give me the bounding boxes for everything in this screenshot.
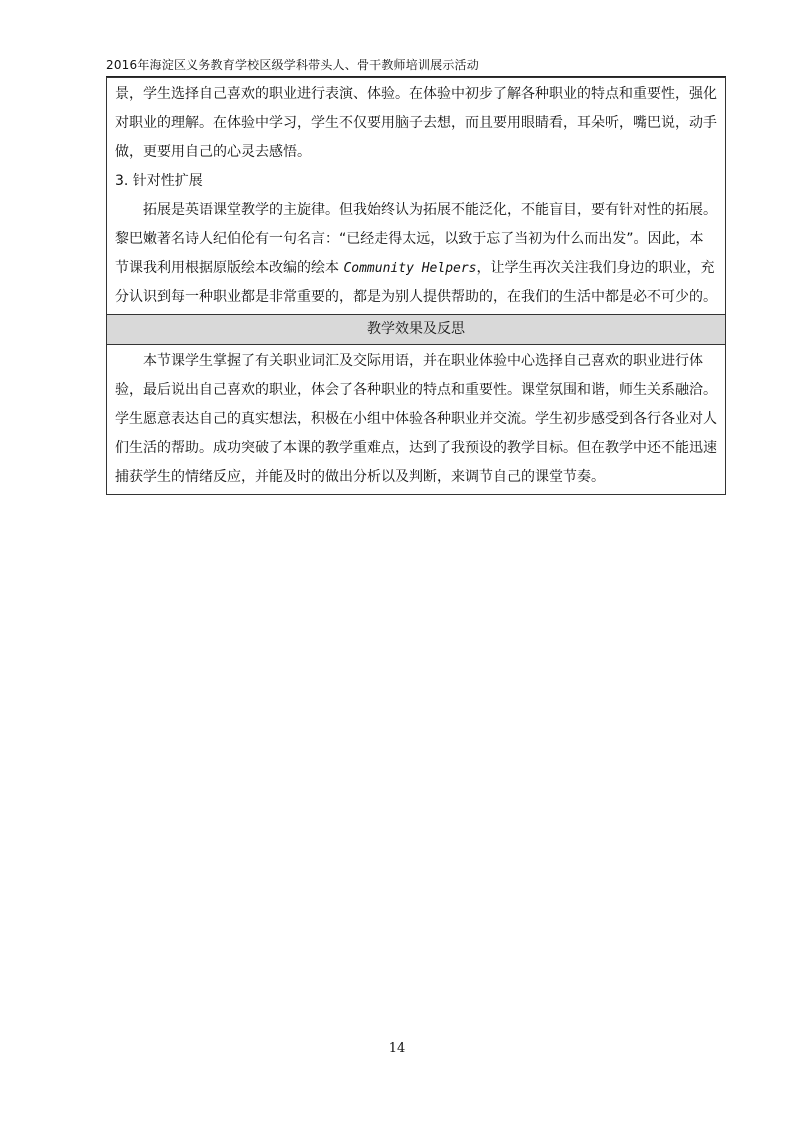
reflection-paragraph: 本节课学生掌握了有关职业词汇及交际用语，并在职业体验中心选择自己喜欢的职业进行体验，最后说出自己喜欢的职业，体会了各种职业的特点和重要性。课堂氛围和谐，师生关系融洽。学生愿意表达自己的真实想法，积极在小组中体验各种职业并交流。学生初步感受到各行各业对人们生活的帮助。成功突破了本课的教学重难点，达到了我预设的教学目标。但在教学中还不能迅速捕获学生的情绪反应，并能及时的做出分析以及判断，来调节自己的课堂节奏。 [115, 353, 717, 485]
lesson-table [106, 77, 726, 495]
section-subheading: 3. 针对性扩展 [115, 173, 203, 189]
header-title: 2016年海淀区义务教育学校区级学科带头人、骨干教师培训展示活动 [106, 58, 479, 72]
table-row [107, 345, 726, 495]
reflection-body-cell [107, 345, 726, 495]
extension-text-after: ，让学生再次关注我们身边的职业，充分认识到每一种职业都是非常重要的，都是为别人提供帮助的，在我们的生活中都是必不可少的。 [115, 260, 717, 305]
continuation-paragraph: 景，学生选择自己喜欢的职业进行表演、体验。在体验中初步了解各种职业的特点和重要性，强化对职业的理解。在体验中学习，学生不仅要用脑子去想，而且要用眼睛看，耳朵听，嘴巴说，动手做，更要用自己的心灵去感悟。 [115, 86, 717, 160]
reflection-heading: 教学效果及反思 [367, 321, 465, 337]
page-header [106, 56, 726, 77]
table-row [107, 315, 726, 345]
reflection-heading-cell [107, 315, 726, 345]
extension-paragraph [115, 196, 717, 312]
book-title: Community Helpers [343, 261, 477, 276]
extension-text-before: 拓展是英语课堂教学的主旋律。但我始终认为拓展不能泛化，不能盲目，要有针对性的拓展。黎巴嫩著名诗人纪伯伦有一句名言：“已经走得太远，以致于忘了当初为什么而出发”。因此，本节课我利用根据原版绘本改编的绘本 [115, 202, 717, 276]
page-number: 14 [388, 1041, 406, 1056]
section-1-cell [107, 78, 726, 315]
table-row [107, 78, 726, 315]
